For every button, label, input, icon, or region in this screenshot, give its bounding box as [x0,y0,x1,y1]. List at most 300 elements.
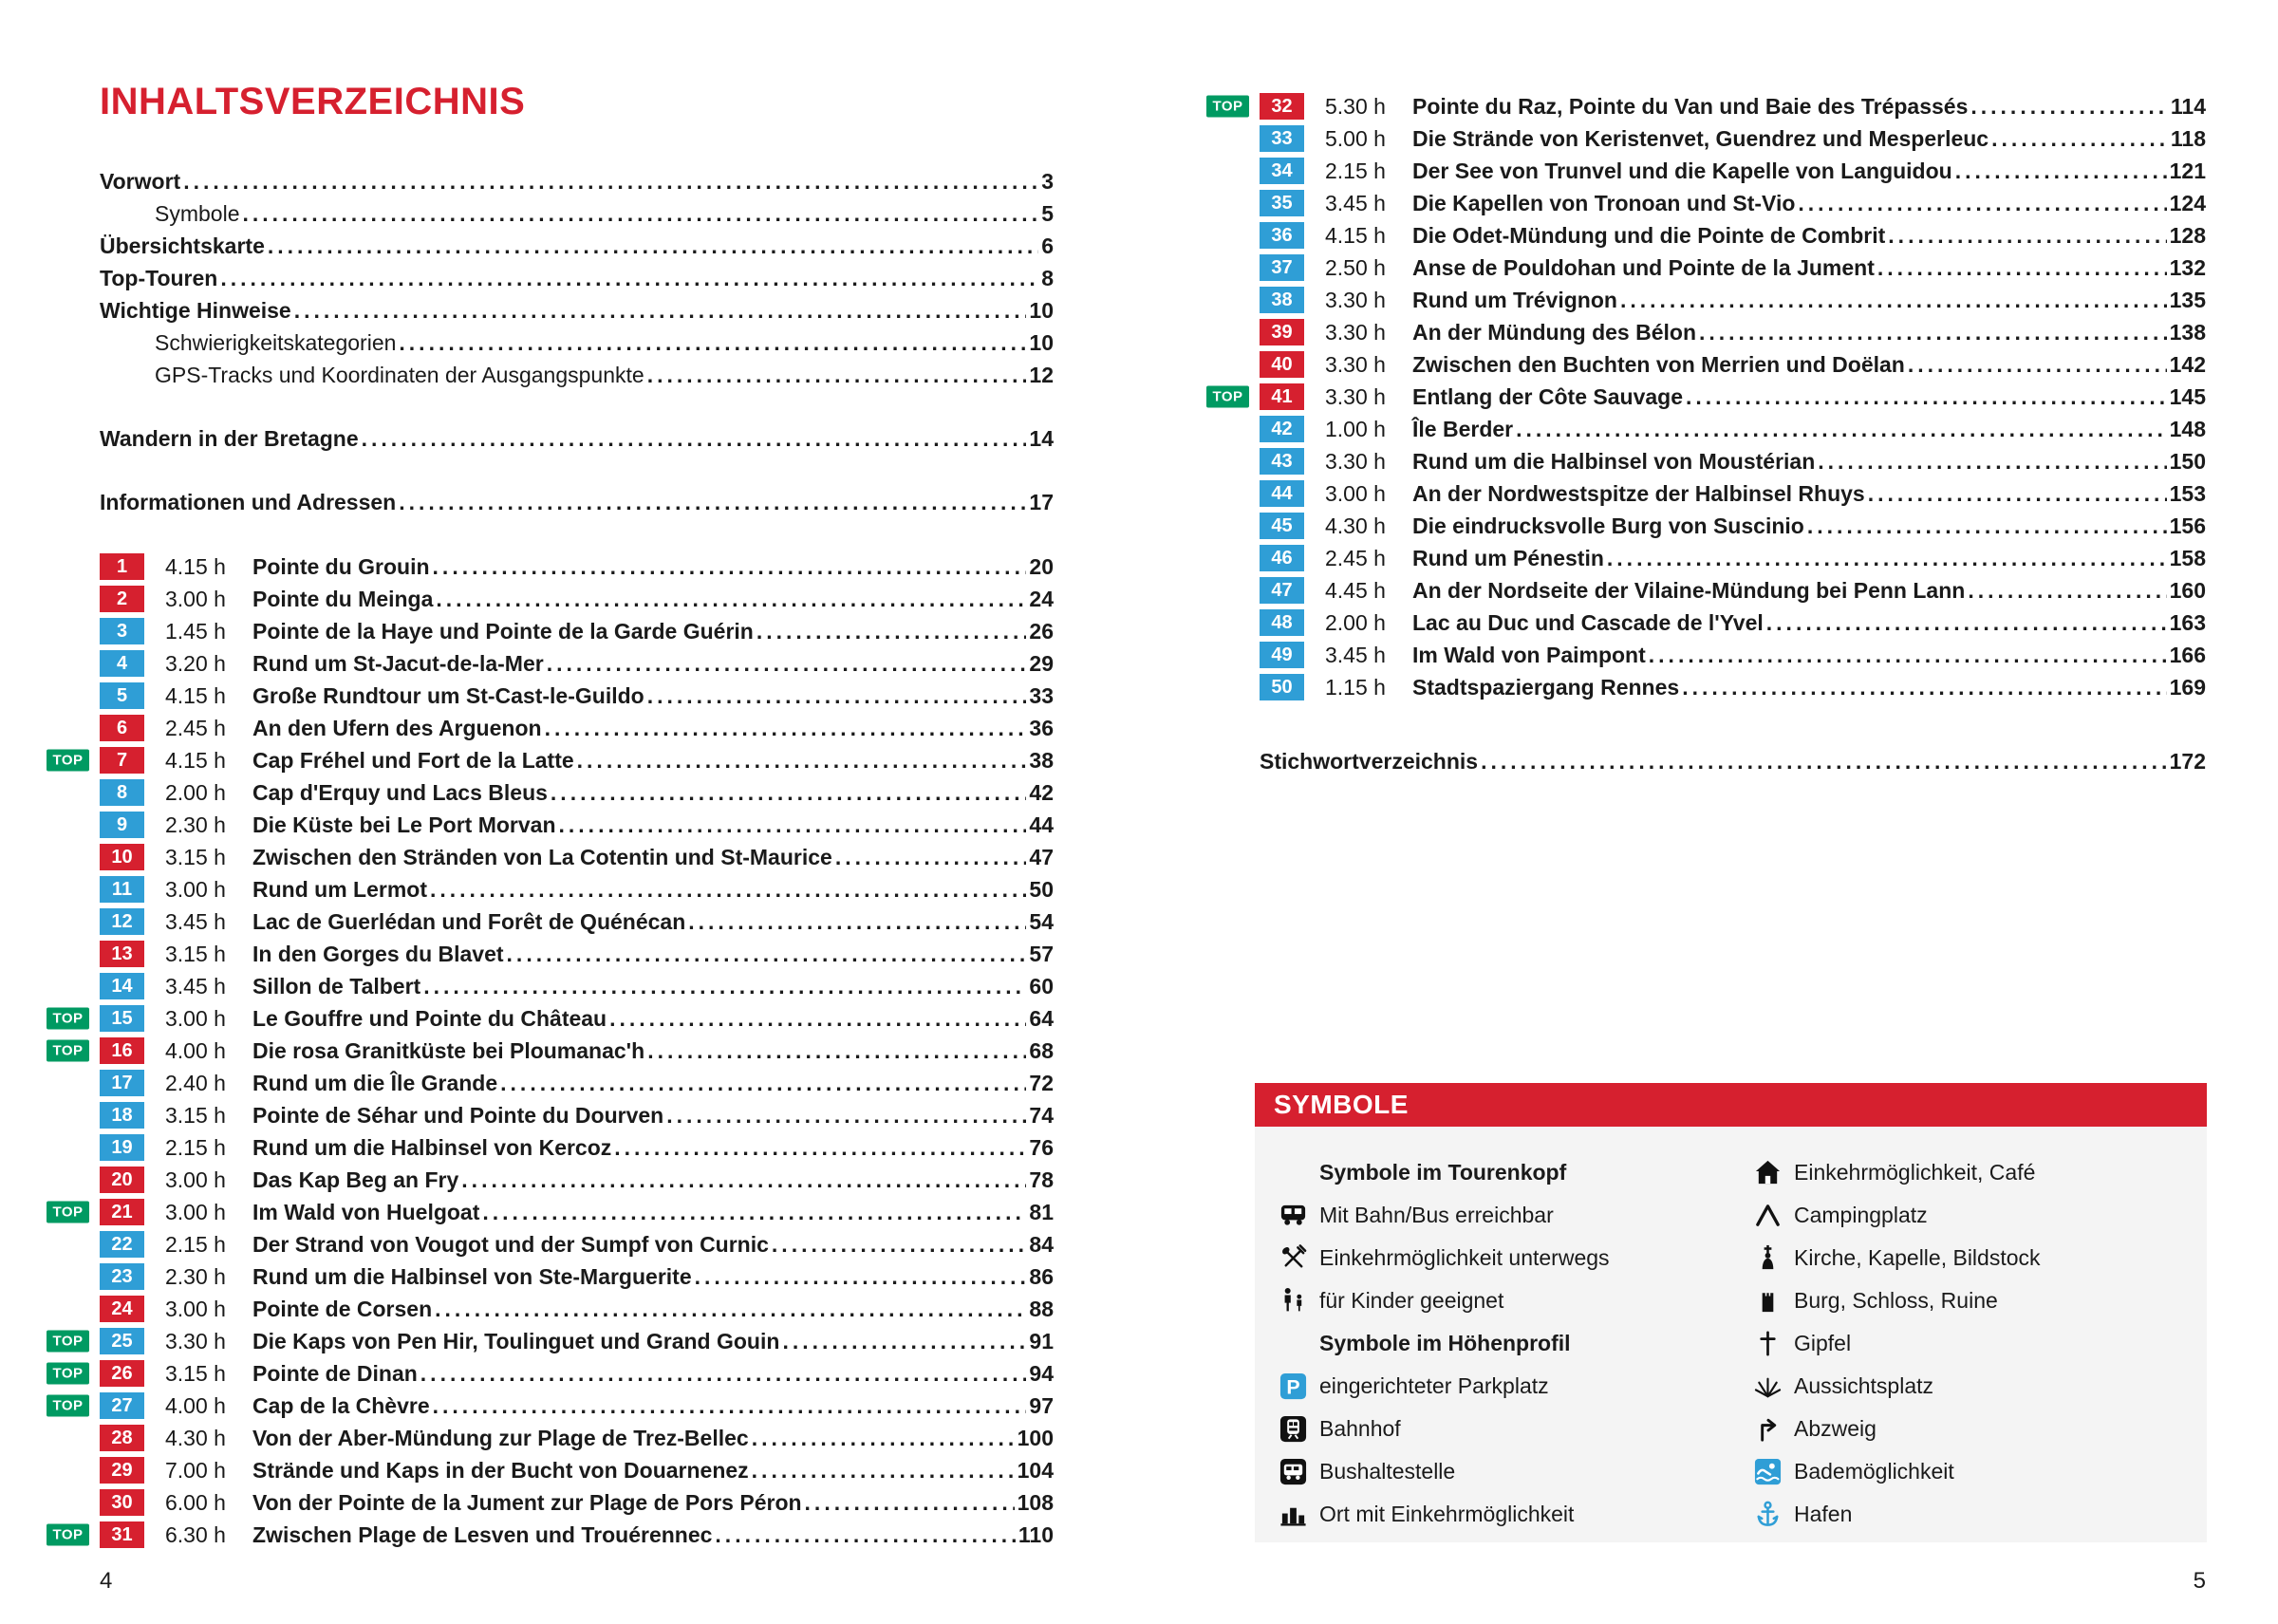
tour-duration: 6.30 h [165,1521,226,1547]
tour-row [100,712,1054,744]
symbol-label: Kirche, Kapelle, Bildstock [1794,1245,2041,1270]
tour-duration: 2.30 h [165,1263,226,1289]
symbol-label: Hafen [1794,1502,1853,1526]
tour-number-badge: 43 [1260,448,1304,475]
toc-entry-label: Informationen und Adressen [100,489,397,514]
toc-entry-label: Wandern in der Bretagne [100,425,359,451]
tour-number-badge: 33 [1260,125,1304,152]
tour-title: Die Kaps von Pen Hir, Toulinguet und Grand Gouin [252,1328,780,1353]
tour-duration: 7.00 h [165,1457,226,1483]
tour-duration: 3.45 h [165,973,226,999]
tour-number-badge: 48 [1260,609,1304,636]
tour-number-badge: 24 [100,1296,144,1322]
tour-page-number: 38 [1029,747,1054,773]
tour-row [1260,574,2206,607]
tour-page-number: 124 [2169,190,2206,215]
tour-number-badge: 45 [1260,513,1304,539]
dot-leader [1818,449,2166,475]
dot-leader [399,490,1026,515]
tour-duration: 2.15 h [1325,158,1386,183]
toc-entry-page-number: 172 [2169,748,2206,774]
tour-duration: 3.45 h [1325,190,1386,215]
tour-duration: 4.00 h [165,1037,226,1063]
tour-title: Die Odet-Mündung und die Pointe de Combrit [1412,222,1886,248]
dot-leader [647,1038,1026,1064]
tour-page-number: 100 [1017,1425,1054,1450]
tour-title: Île Berder [1412,416,1514,441]
tour-number-badge: 12 [100,908,144,935]
tour-row [52,1002,1054,1035]
toc-entry-row [1260,745,2206,777]
tour-row [52,1325,1054,1357]
toc-entry-label: Übersichtskarte [100,233,265,258]
toc-entry-row [100,165,1054,197]
symbol-label: eingerichteter Parkplatz [1319,1373,1549,1398]
tour-page-number: 166 [2169,642,2206,667]
tour-number-badge: 9 [100,812,144,838]
toc-entry-page-number: 12 [1029,362,1054,387]
tour-title: Lac au Duc und Cascade de l'Yvel [1412,609,1764,635]
tour-page-number: 60 [1029,973,1054,999]
tour-row [1212,381,2206,413]
symbols-right-column [1750,1151,2190,1536]
tour-duration: 2.00 h [165,779,226,805]
top-tour-badge: TOP [47,1363,89,1385]
tour-title: Cap de la Chèvre [252,1392,430,1418]
tour-duration: 2.15 h [165,1134,226,1160]
tour-title: Pointe du Meinga [252,586,434,611]
dot-leader [647,683,1027,709]
tour-row [1260,671,2206,703]
tour-title: Der See von Trunvel und die Kapelle von Languidou [1412,158,1952,183]
dot-leader [1877,255,2167,281]
symbol-row [1750,1151,2190,1194]
tour-title: Pointe de Dinan [252,1360,418,1386]
tour-number-badge: 38 [1260,287,1304,313]
dot-leader [614,1135,1026,1161]
tour-number-badge: 15 [100,1005,144,1032]
top-tour-badge: TOP [47,1008,89,1030]
tour-row [100,1067,1054,1099]
top-tour-badge: TOP [47,750,89,772]
tour-row [100,1164,1054,1196]
symbol-label: Aussichtsplatz [1794,1373,1934,1398]
symbol-section-title: Symbole im Tourenkopf [1319,1160,1567,1185]
dot-leader [500,1071,1026,1096]
top-tour-badge: TOP [1206,386,1249,408]
right-page [1212,90,2206,777]
toc-entry-label: GPS-Tracks und Koordinaten der Ausgangspunkte [155,362,644,387]
toc-entry-page-number: 6 [1041,233,1054,258]
dot-leader [423,974,1026,999]
tour-number-badge: 50 [1260,674,1304,700]
top-tour-badge: TOP [47,1202,89,1223]
dot-leader [433,1393,1027,1419]
dot-leader [666,1103,1026,1129]
tour-number-badge: 3 [100,618,144,644]
toc-entry-row [100,486,1054,518]
dot-leader [715,1522,1015,1548]
svg-text:P: P [1285,1375,1300,1399]
tour-row [52,1035,1054,1067]
summit-cross-icon [1750,1329,1784,1359]
tour-title: Die Küste bei Le Port Morvan [252,812,556,837]
dot-leader [756,619,1027,644]
tour-duration: 3.00 h [165,586,226,611]
dot-leader [220,266,1038,291]
dot-leader [835,845,1027,870]
toc-entry-page-number: 10 [1029,329,1054,355]
symbol-row [1750,1450,2190,1493]
bus-stop-icon [1276,1457,1310,1487]
tour-duration: 5.00 h [1325,125,1386,151]
tour-page-number: 57 [1029,941,1054,966]
tour-number-badge: 46 [1260,545,1304,571]
dot-leader [1970,94,2168,120]
tour-duration: 3.15 h [165,844,226,869]
tour-title: Pointe du Grouin [252,553,430,579]
toc-title: INHALTSVERZEICHNIS [100,81,526,122]
dot-leader [1516,417,2167,442]
tour-title: Pointe de Séhar und Pointe du Dourven [252,1102,664,1128]
tour-title: Die Kapellen von Tronoan und St-Vio [1412,190,1796,215]
tour-title: Rund um Lermot [252,876,427,902]
tour-page-number: 142 [2169,351,2206,377]
tour-number-badge: 26 [100,1360,144,1387]
dot-leader [1699,320,2167,345]
tour-title: Die eindrucksvolle Burg von Suscinio [1412,513,1804,538]
dot-leader [507,942,1027,967]
cafe-house-icon [1750,1158,1784,1188]
tour-row [100,905,1054,938]
tour-duration: 4.15 h [165,682,226,708]
tour-number-badge: 27 [100,1392,144,1419]
dot-leader [1955,159,2167,184]
tour-row [100,938,1054,970]
tour-row [1260,639,2206,671]
tour-row [100,1131,1054,1164]
tour-page-number: 68 [1029,1037,1054,1063]
tour-page-number: 121 [2169,158,2206,183]
tour-row [100,841,1054,873]
dot-leader [805,1490,1015,1516]
tour-page-number: 91 [1029,1328,1054,1353]
tour-row [1260,252,2206,284]
tour-page-number: 128 [2169,222,2206,248]
tour-number-badge: 23 [100,1263,144,1290]
dot-leader [1991,126,2168,152]
tour-number-badge: 37 [1260,254,1304,281]
symbol-row [1276,1279,1750,1322]
tour-number-badge: 21 [100,1199,144,1225]
symbols-left-column [1276,1151,1750,1536]
top-tour-badge: TOP [47,1524,89,1546]
dot-leader [436,587,1026,612]
symbol-section-heading [1276,1151,1750,1194]
tour-duration: 3.00 h [165,1296,226,1321]
toc-entry-label: Vorwort [100,168,181,194]
tour-page-number: 78 [1029,1167,1054,1192]
tour-page-number: 138 [2169,319,2206,345]
toc-entry-page-number: 14 [1029,425,1054,451]
tour-page-number: 29 [1029,650,1054,676]
children-icon [1276,1286,1310,1316]
tour-page-number: 64 [1029,1005,1054,1031]
tour-row [1260,413,2206,445]
symbol-label: Abzweig [1794,1416,1877,1441]
toc-entry-row [100,262,1054,294]
dot-leader [1620,288,2167,313]
toc-entry-row [100,422,1054,455]
toc-entry-label: Stichwortverzeichnis [1260,748,1479,774]
tour-number-badge: 2 [100,586,144,612]
tour-title: In den Gorges du Blavet [252,941,504,966]
tour-number-badge: 16 [100,1037,144,1064]
tour-number-badge: 32 [1260,93,1304,120]
tour-number-badge: 42 [1260,416,1304,442]
tour-duration: 3.45 h [165,908,226,934]
tour-row [100,1422,1054,1454]
tour-title: Le Gouffre und Pointe du Château [252,1005,607,1031]
symbol-label: für Kinder geeignet [1319,1288,1504,1313]
tour-duration: 3.00 h [165,876,226,902]
tour-row [100,1260,1054,1293]
tour-page-number: 135 [2169,287,2206,312]
dot-leader [752,1458,1015,1484]
tour-title: An der Nordseite der Vilaine-Mündung bei Penn Lann [1412,577,1966,603]
toc-entry-row [100,197,1054,230]
toc-entry-label: Symbole [155,200,240,226]
tour-page-number: 72 [1029,1070,1054,1095]
tour-title: Rund um St-Jacut-de-la-Mer [252,650,544,676]
tour-row [1260,187,2206,219]
dot-leader [1798,191,2166,216]
tour-row [1212,90,2206,122]
tour-title: Zwischen den Stränden von La Cotentin und St-Maurice [252,844,832,869]
tour-number-badge: 1 [100,553,144,580]
tour-page-number: 54 [1029,908,1054,934]
tour-row [1260,316,2206,348]
tour-page-number: 76 [1029,1134,1054,1160]
toc-entry-row [100,230,1054,262]
symbol-label: Campingplatz [1794,1203,1928,1227]
symbol-label: Einkehrmöglichkeit unterwegs [1319,1245,1610,1270]
tour-row [100,873,1054,905]
tour-duration: 3.15 h [165,1360,226,1386]
tour-page-number: 33 [1029,682,1054,708]
tour-duration: 3.15 h [165,1102,226,1128]
tour-number-badge: 7 [100,747,144,774]
tour-number-badge: 39 [1260,319,1304,345]
tour-title: An der Nordwestspitze der Halbinsel Rhuys [1412,480,1865,506]
tour-duration: 2.15 h [165,1231,226,1257]
tour-page-number: 81 [1029,1199,1054,1224]
dot-leader [420,1361,1027,1387]
dot-leader [1686,384,2167,410]
dot-leader [547,651,1027,677]
tour-duration: 3.30 h [165,1328,226,1353]
tour-duration: 3.30 h [1325,448,1386,474]
tour-title: Lac de Guerlédan und Forêt de Quénécan [252,908,686,934]
dot-leader [268,233,1038,259]
tour-title: Zwischen den Buchten von Merrien und Doëlan [1412,351,1905,377]
toc-entry-label: Top-Touren [100,265,218,290]
dot-leader [559,812,1027,838]
dot-leader [1908,352,2167,378]
tour-number-badge: 40 [1260,351,1304,378]
dot-leader [1481,749,2167,775]
dot-leader [242,201,1038,227]
tour-row [1260,477,2206,510]
tour-title: Rund um die Halbinsel von Moustérian [1412,448,1816,474]
tour-page-number: 47 [1029,844,1054,869]
tour-page-number: 84 [1029,1231,1054,1257]
tour-page-number: 153 [2169,480,2206,506]
tour-page-number: 160 [2169,577,2206,603]
tour-row [52,744,1054,776]
symbol-row [1750,1322,2190,1365]
symbol-row [1276,1408,1750,1450]
symbol-row [1750,1194,2190,1237]
tour-duration: 1.15 h [1325,674,1386,700]
toc-entry-label: Schwierigkeitskategorien [155,329,397,355]
tour-title: Rund um Trévignon [1412,287,1617,312]
tour-number-badge: 5 [100,682,144,709]
tour-number-badge: 30 [100,1489,144,1516]
left-page [52,81,1054,1551]
dot-leader [482,1200,1026,1225]
symbol-section-title: Symbole im Höhenprofil [1319,1331,1571,1355]
tour-duration: 3.30 h [1325,351,1386,377]
tour-title: Die rosa Granitküste bei Ploumanac'h [252,1037,645,1063]
tour-page-number: 132 [2169,254,2206,280]
camping-icon [1750,1201,1784,1231]
tour-title: Rund um Pénestin [1412,545,1604,570]
tour-page-number: 36 [1029,715,1054,740]
tour-duration: 4.15 h [1325,222,1386,248]
top-tour-badge: TOP [47,1040,89,1062]
tour-row [100,809,1054,841]
tour-row [1260,284,2206,316]
dot-leader [430,877,1026,903]
tour-duration: 2.00 h [1325,609,1386,635]
symbol-row [1750,1408,2190,1450]
tour-duration: 2.50 h [1325,254,1386,280]
dot-leader [695,1264,1027,1290]
toc-entry-label: Wichtige Hinweise [100,297,291,323]
tour-title: Zwischen Plage de Lesven und Trouérennec [252,1521,713,1547]
tour-duration: 3.00 h [165,1199,226,1224]
tour-number-badge: 17 [100,1070,144,1096]
tour-row [100,647,1054,680]
tour-number-badge: 14 [100,973,144,999]
tour-duration: 3.00 h [165,1167,226,1192]
tour-title: Der Strand von Vougot und der Sumpf von Curnic [252,1231,769,1257]
tour-number-badge: 25 [100,1328,144,1354]
symbol-row [1750,1493,2190,1536]
tour-number-badge: 11 [100,876,144,903]
viewpoint-icon [1750,1372,1784,1402]
tour-duration: 4.30 h [1325,513,1386,538]
tour-title: An den Ufern des Arguenon [252,715,542,740]
tour-page-number: 169 [2169,674,2206,700]
dot-leader [1766,610,2167,636]
index-entry-wrap [1260,745,2206,777]
symbols-box [1255,1083,2207,1542]
page-number-left: 4 [100,1568,113,1594]
toc-entry-page-number: 8 [1041,265,1054,290]
tour-duration: 1.00 h [1325,416,1386,441]
tour-duration: 4.45 h [1325,577,1386,603]
symbol-row [1276,1493,1750,1536]
tour-row [1260,607,2206,639]
swimming-icon [1750,1457,1784,1487]
tour-duration: 3.20 h [165,650,226,676]
tour-number-badge: 28 [100,1425,144,1451]
tour-row [1260,542,2206,574]
tour-page-number: 150 [2169,448,2206,474]
dot-leader [772,1232,1026,1258]
tour-duration: 5.30 h [1325,93,1386,119]
tour-page-number: 42 [1029,779,1054,805]
turnoff-arrow-icon [1750,1414,1784,1445]
tour-page-number: 163 [2169,609,2206,635]
tour-row [52,1357,1054,1390]
tour-duration: 4.00 h [165,1392,226,1418]
tour-page-number: 97 [1029,1392,1054,1418]
tour-number-badge: 49 [1260,642,1304,668]
tour-title: Anse de Pouldohan und Pointe de la Jument [1412,254,1875,280]
symbol-label: Burg, Schloss, Ruine [1794,1288,1998,1313]
tour-number-badge: 8 [100,779,144,806]
top-tour-badge: TOP [47,1395,89,1417]
symbol-label: Gipfel [1794,1331,1852,1355]
tour-duration: 3.15 h [165,941,226,966]
dot-leader [782,1329,1026,1354]
tour-row [100,1228,1054,1260]
dot-leader [1607,546,2167,571]
tour-page-number: 24 [1029,586,1054,611]
toc-entry-row [100,294,1054,327]
symbol-row [1276,1450,1750,1493]
parking-icon [1276,1372,1310,1402]
tour-title: Pointe de la Haye und Pointe de la Garde Guérin [252,618,754,644]
restaurant-icon [1276,1243,1310,1274]
dot-leader [362,426,1027,452]
tour-row [1260,122,2206,155]
tour-page-number: 145 [2169,383,2206,409]
toc-entry-page-number: 10 [1029,297,1054,323]
dot-leader [1968,578,2166,604]
symbols-box-header: SYMBOLE [1255,1083,2207,1127]
tour-title: Rund um die Halbinsel von Kercoz [252,1134,612,1160]
dot-leader [183,169,1038,195]
symbol-label: Mit Bahn/Bus erreichbar [1319,1203,1554,1227]
tour-row [100,970,1054,1002]
symbol-label: Bahnhof [1319,1416,1401,1441]
tour-title: Pointe de Corsen [252,1296,433,1321]
tour-duration: 3.00 h [1325,480,1386,506]
symbol-section-heading [1276,1322,1750,1365]
symbol-label: Bademöglichkeit [1794,1459,1954,1484]
top-tour-badge: TOP [47,1331,89,1353]
tour-number-badge: 10 [100,844,144,870]
tour-duration: 2.45 h [165,715,226,740]
symbol-label: Bushaltestelle [1319,1459,1456,1484]
dot-leader [609,1006,1026,1032]
tour-number-badge: 31 [100,1521,144,1548]
tour-title: Rund um die Halbinsel von Ste-Marguerite [252,1263,692,1289]
